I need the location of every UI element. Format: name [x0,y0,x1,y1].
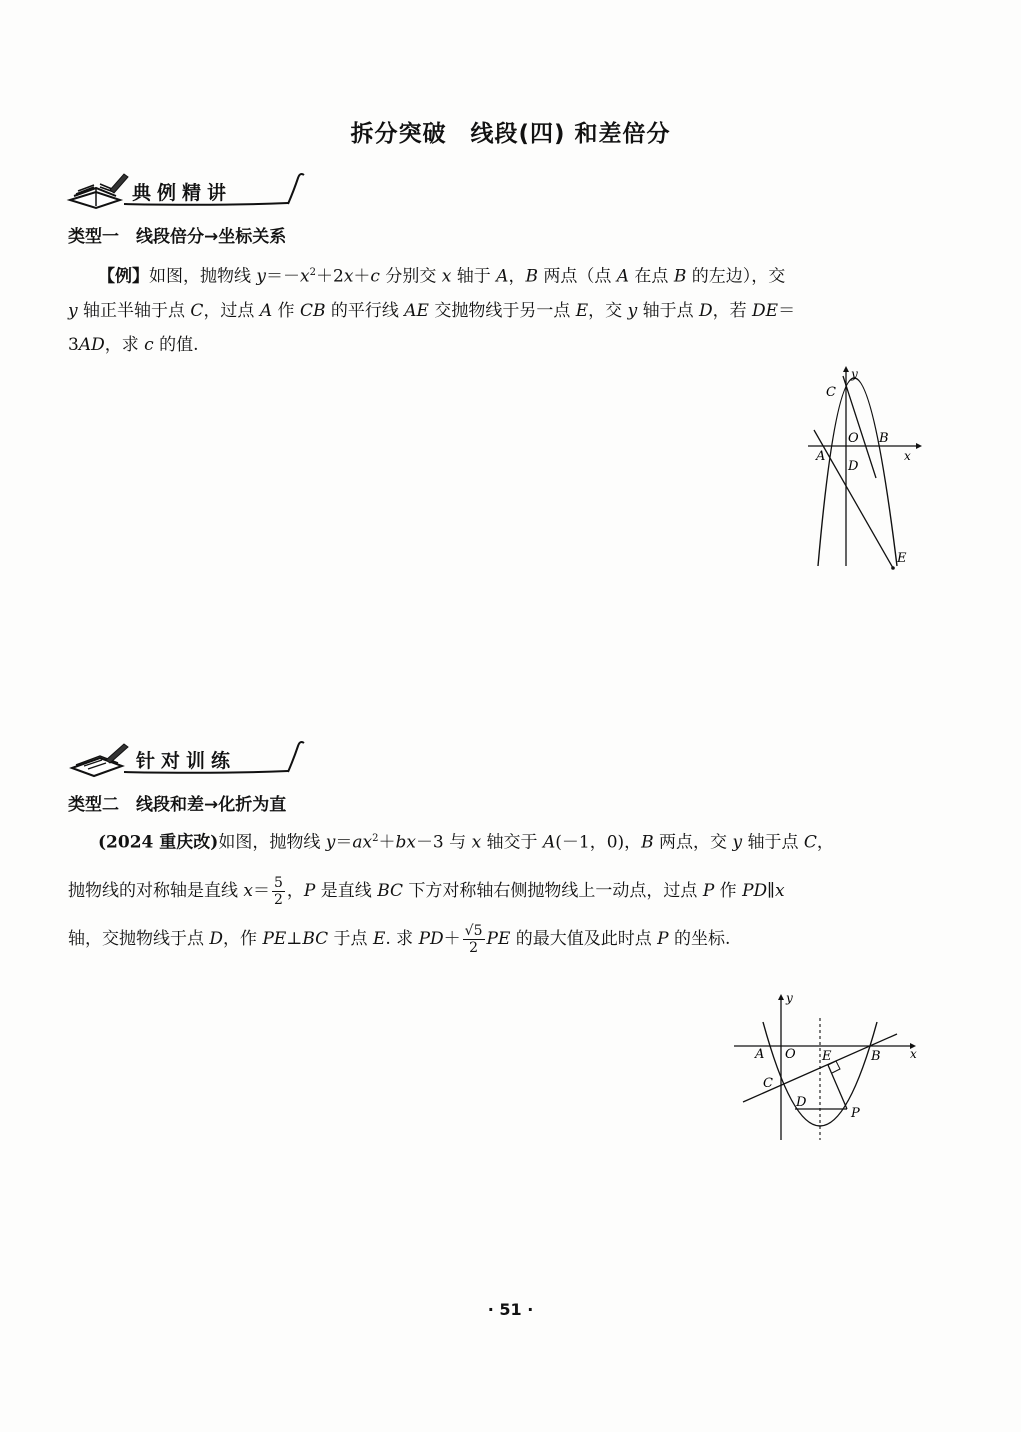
label-c: C [826,385,836,400]
label-o: O [848,431,859,446]
label-b: B [871,1049,881,1064]
banner-label-practice: 针对训练 [136,750,237,772]
type-heading-2: 类型二 线段和差→化折为直 [68,795,287,815]
line-ae [814,430,893,568]
label-d: D [848,459,859,474]
banner-label-examples: 典例精讲 [132,182,233,204]
label-y: y [851,367,858,381]
label-x: x [910,1047,917,1061]
label-a: A [755,1047,765,1062]
label-d: D [796,1095,807,1110]
frac-5-2-num: 5 [274,874,283,891]
type-heading-1: 类型一 线段倍分→坐标关系 [68,227,287,247]
segment-pe [828,1065,847,1109]
label-e: E [822,1049,832,1064]
page-title: 拆分突破 线段(四) 和差倍分 [350,121,671,147]
label-x: x [904,449,911,463]
page-number: · 51 · [487,1300,534,1319]
example-problem: 【例】如图，抛物线 $y=-x^2+2x+c$ 分别交 x 轴于 A，B 两点（点 A 在点 B 的左边），交 y 轴正半轴于点 C，过点 A 作 CB 的平行线 AE 交抛物线于另一点 E，交 y 轴于点 D，若 DE＝ 3AD，求 c 的值. [68,266,796,355]
frac-sqrt5-2-num: √5 [464,922,483,939]
example-tag: 【例】 [98,266,149,287]
problem-source: (2024 重庆改) [98,832,219,853]
frac-sqrt5-2-den: 2 [469,939,479,956]
frac-5-2-den: 2 [274,891,283,908]
label-y: y [786,991,793,1005]
figure-parabola-example [800,362,930,577]
practice-problem: (2024 重庆改)如图，抛物线 $y=ax^2+bx-3$ 与 x 轴交于 A(－1，0)，B 两点，交 y 轴于点 C， 抛物线的对称轴是直线 x＝ $\frac{5}{2}$ ，P 是直线 BC 下方对称轴右侧抛物线上一动点，过点 P 作 PD∥x 轴，交抛物线于点 D，作 PE⊥BC 于点 E. 求 PD＋ $\frac{√5}{2}$ PE 的最大值及此时点 P 的坐标. [68,832,834,956]
label-e: E [897,551,907,566]
label-b: B [879,431,889,446]
figure-parabola-practice [728,988,928,1148]
label-o: O [785,1047,796,1062]
label-a: A [816,449,826,464]
label-c: C [763,1076,773,1091]
label-p: P [851,1106,860,1121]
